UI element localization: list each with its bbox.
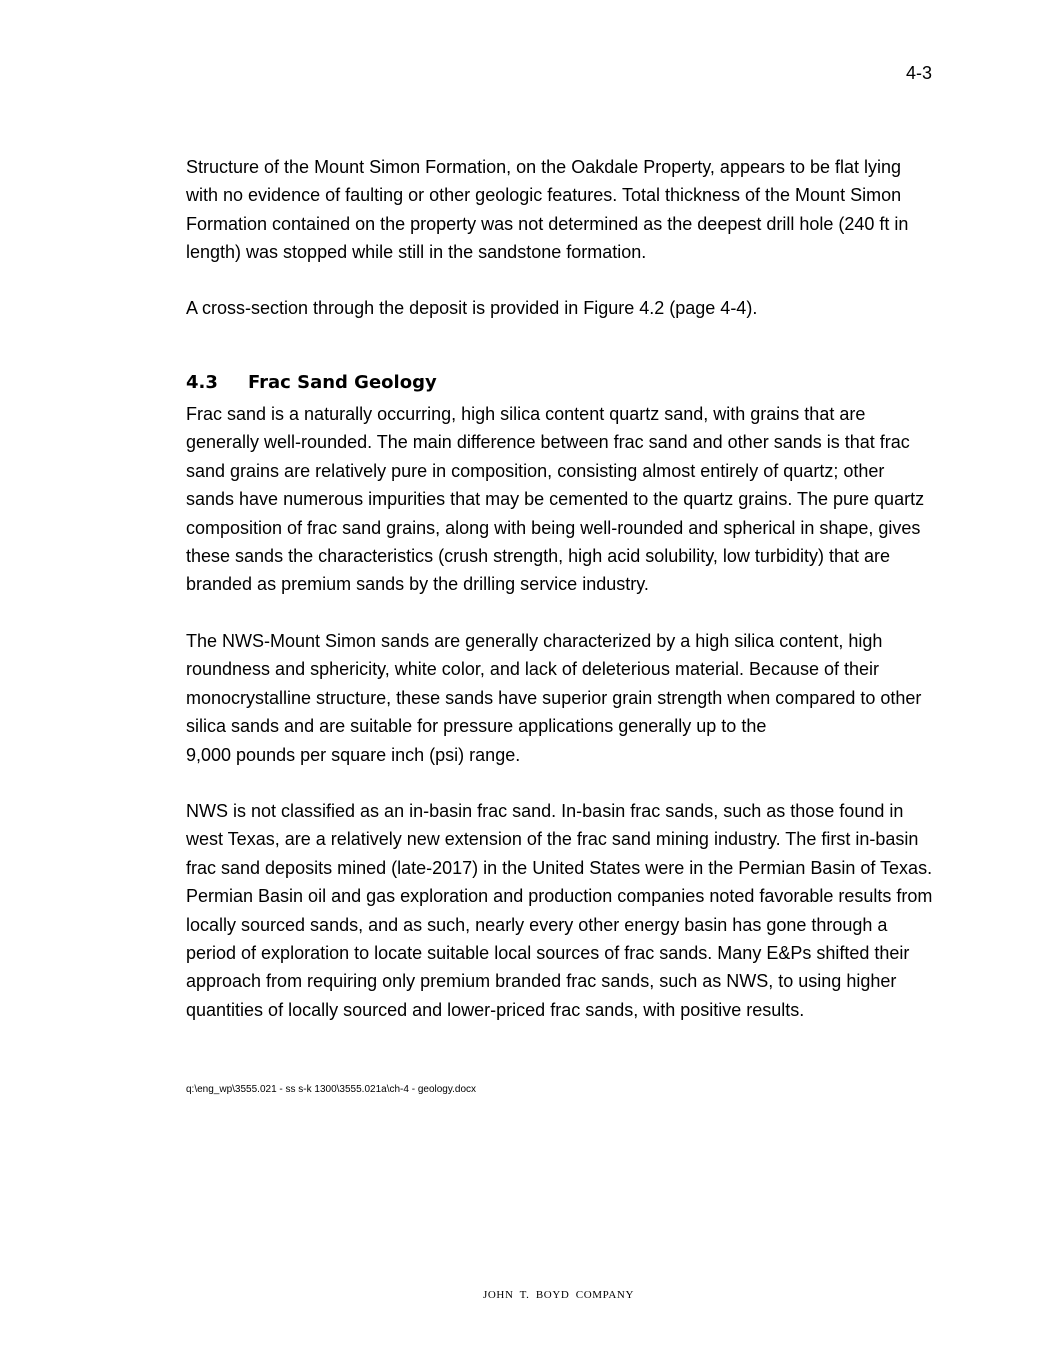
paragraph-nws-characteristics-main: The NWS-Mount Simon sands are generally characterized by a high silica content, high roundness and sphericity, white color, and lack of deleterious material. Because of their monocrystalline structure, these sands have superior grain strength when compared to other silica sands and are suitable for pressure applications generally up to the xyxy=(186,631,922,737)
page-number: 4-3 xyxy=(905,63,932,83)
section-title: Frac Sand Geology xyxy=(248,372,437,393)
paragraph-cross-section: A cross-section through the deposit is provided in Figure 4.2 (page 4-4). xyxy=(186,298,758,318)
file-path: q:\eng_wp\3555.021 - ss s-k 1300\3555.021a\ch-4 - geology.docx xyxy=(186,1084,477,1095)
section-number: 4.3 xyxy=(186,372,218,393)
company-footer: JOHN T. BOYD COMPANY xyxy=(483,1289,634,1301)
paragraph-nws-characteristics xyxy=(186,627,936,769)
paragraph-frac-sand-intro: Frac sand is a naturally occurring, high silica content quartz sand, with grains that are generally well-rounded. The main difference between frac sand and other sands is that frac sand grains are relatively pure in composition, consisting almost entirely of quartz; other sands have numerous impurities that may be cemented to the quartz grains. The pure quartz composition of frac sand grains, along with being well-rounded and spherical in shape, gives these sands the characteristics (crush strength, high acid solubility, low turbidity) that are branded as premium sands by the drilling service industry. xyxy=(186,404,925,595)
paragraph-in-basin: NWS is not classified as an in-basin frac sand. In-basin frac sands, such as those found in west Texas, are a relatively new extension of the frac sand mining industry. The first in-basin frac sand deposits mined (late-2017) in the United States were in the Permian Basin of Texas. Permian Basin oil and gas exploration and production companies noted favorable results from locally sourced sands, and as such, nearly every other energy basin has gone through a period of exploration to locate suitable local sources of frac sands. Many E&Ps shifted their approach from requiring only premium branded frac sands, such as NWS, to using higher quantities of locally sourced and lower-priced frac sands, with positive results. xyxy=(186,801,933,1020)
section-heading xyxy=(186,370,437,396)
paragraph-structure: Structure of the Mount Simon Formation, on the Oakdale Property, appears to be flat lying with no evidence of faulting or other geologic features. Total thickness of the Mount Simon Formation contained on the property was not determined as the deepest drill hole (240 ft in length) was stopped while still in the sandstone formation. xyxy=(186,157,909,263)
paragraph-nws-characteristics-end: 9,000 pounds per square inch (psi) range. xyxy=(186,744,521,765)
